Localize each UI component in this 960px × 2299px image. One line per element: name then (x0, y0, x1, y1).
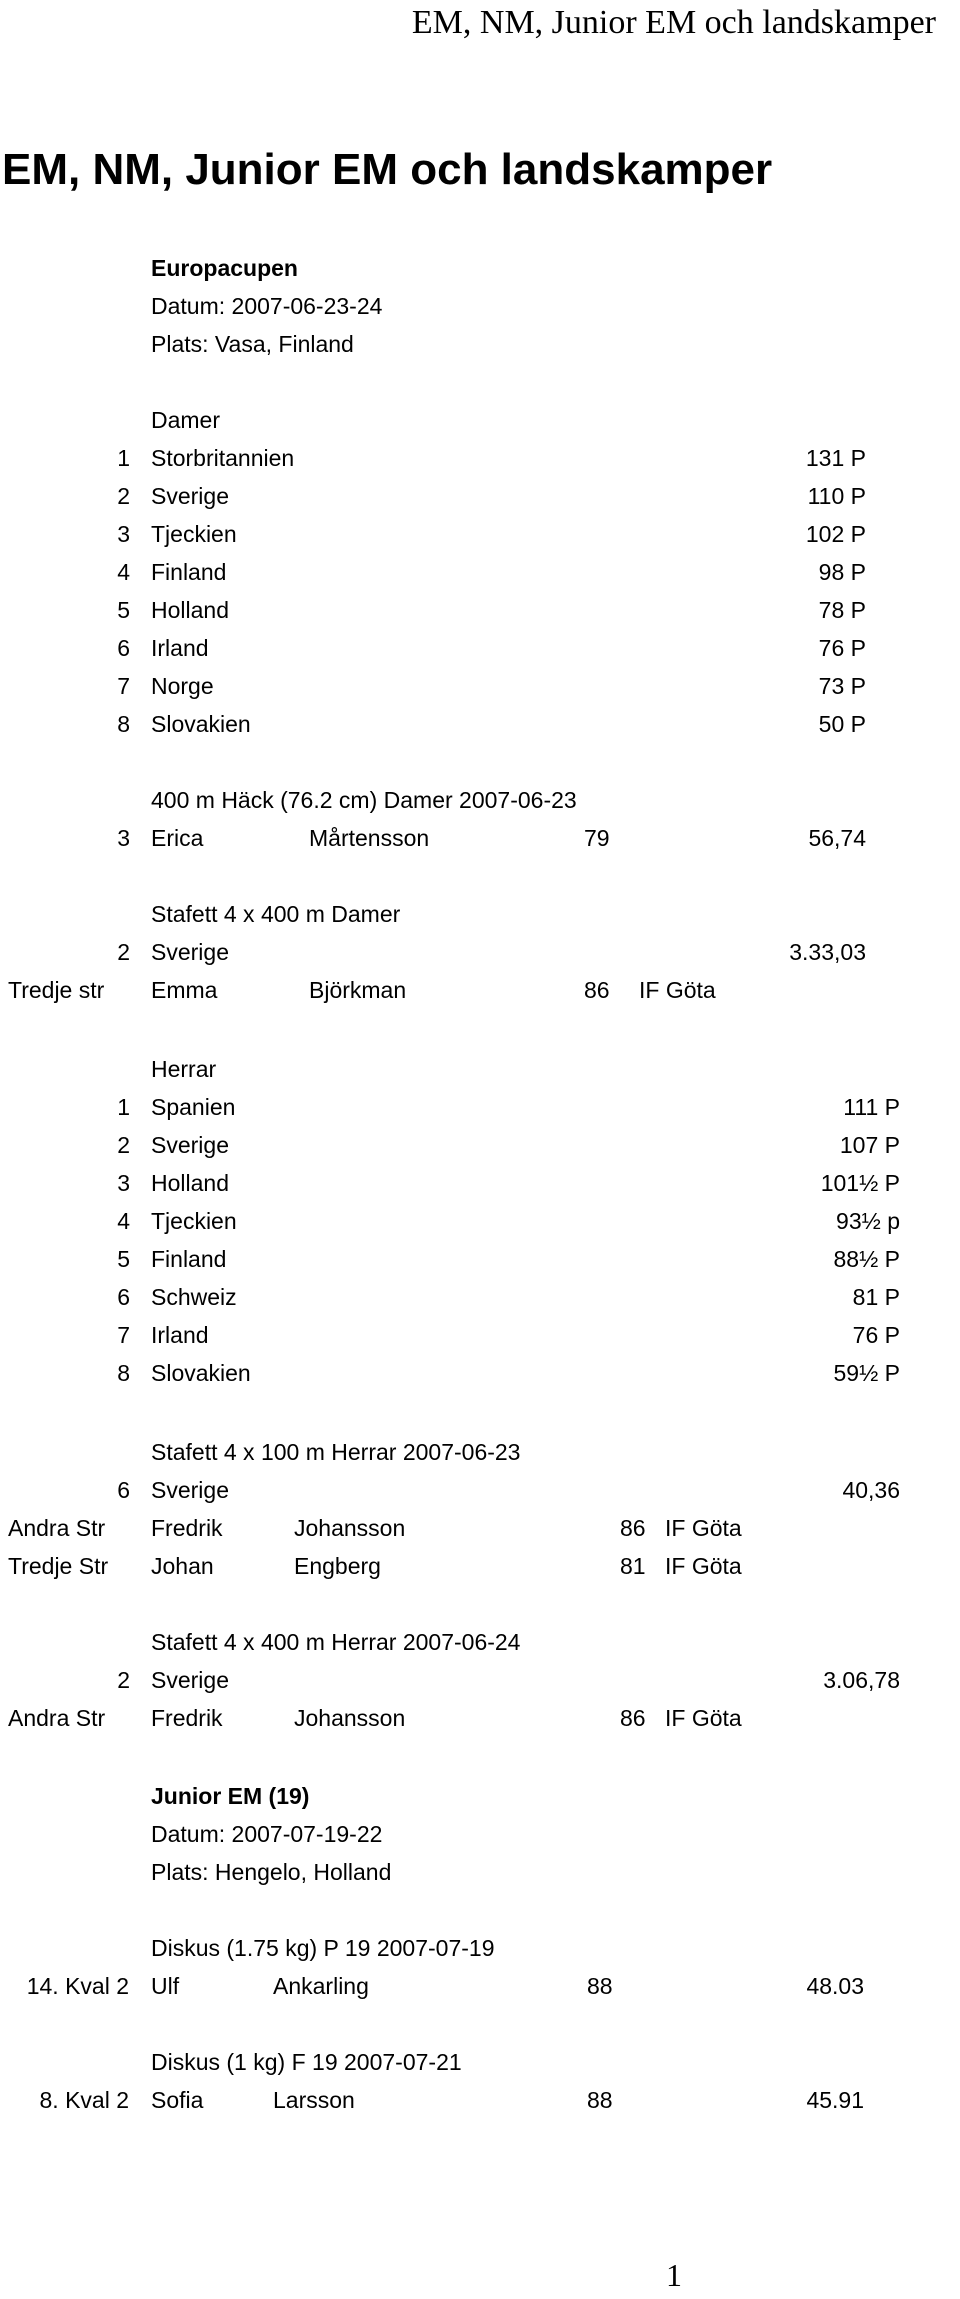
event-title-hack-damer: 400 m Häck (76.2 cm) Damer 2007-06-23 (151, 787, 577, 813)
rank: 3 (117, 1170, 130, 1196)
points: 76 P (852, 1322, 900, 1348)
placing: 2 (117, 1667, 130, 1693)
points: 107 P (839, 1132, 900, 1158)
athlete-last-name: Björkman (309, 977, 407, 1003)
rank: 3 (117, 521, 130, 547)
rank: 8 (117, 711, 130, 737)
rank: 4 (117, 559, 130, 585)
birth-year: 88 (587, 2087, 613, 2113)
team: Finland (151, 1246, 227, 1272)
rank: 2 (117, 483, 130, 509)
points: 93½ p (836, 1208, 900, 1234)
rank: 7 (117, 1322, 130, 1348)
athlete-first-name: Emma (151, 977, 218, 1003)
rank: 2 (117, 1132, 130, 1158)
points: 73 P (818, 673, 866, 699)
team: Sverige (151, 939, 229, 965)
event-title-stafett-100-herrar: Stafett 4 x 100 m Herrar 2007-06-23 (151, 1439, 521, 1465)
team: Finland (151, 559, 227, 585)
relay-leg: Andra Str (8, 1515, 106, 1541)
points: 102 P (805, 521, 866, 547)
rank: 6 (117, 1284, 130, 1310)
relay-leg: Tredje str (8, 977, 105, 1003)
points: 111 P (843, 1094, 900, 1120)
birth-year: 79 (584, 825, 610, 851)
damer-label: Damer (151, 407, 221, 433)
europacupen-datum: Datum: 2007-06-23-24 (151, 293, 383, 319)
result: 3.06,78 (823, 1667, 900, 1693)
europacupen-plats: Plats: Vasa, Finland (151, 331, 354, 357)
placing: 3 (117, 825, 130, 851)
team: Slovakien (151, 1360, 251, 1386)
rank: 1 (117, 1094, 130, 1120)
athlete-last-name: Ankarling (273, 1973, 369, 1999)
points: 101½ P (820, 1170, 900, 1196)
result: 56,74 (808, 825, 866, 851)
points: 88½ P (833, 1246, 900, 1272)
athlete-first-name: Fredrik (151, 1705, 223, 1731)
result: 3.33,03 (789, 939, 866, 965)
section-heading-europacupen: Europacupen (151, 255, 298, 281)
birth-year: 86 (584, 977, 610, 1003)
junior-em-plats: Plats: Hengelo, Holland (151, 1859, 392, 1885)
team: Sverige (151, 1132, 229, 1158)
event-title-diskus-p19: Diskus (1.75 kg) P 19 2007-07-19 (151, 1935, 495, 1961)
athlete-first-name: Ulf (151, 1973, 180, 1999)
athlete-last-name: Johansson (294, 1705, 406, 1731)
team: Slovakien (151, 711, 251, 737)
athlete-last-name: Engberg (294, 1553, 381, 1579)
team: Tjeckien (151, 1208, 237, 1234)
section-heading-junior-em: Junior EM (19) (151, 1783, 310, 1809)
rank: 6 (117, 635, 130, 661)
birth-year: 88 (587, 1973, 613, 1999)
relay-leg: Tredje Str (8, 1553, 109, 1579)
team: Sverige (151, 483, 229, 509)
team: Storbritannien (151, 445, 295, 471)
rank: 8 (117, 1360, 130, 1386)
page-title: EM, NM, Junior EM och landskamper (2, 145, 773, 194)
team: Sverige (151, 1477, 229, 1503)
points: 50 P (818, 711, 866, 737)
points: 81 P (852, 1284, 900, 1310)
athlete-first-name: Sofia (151, 2087, 204, 2113)
result: 48.03 (806, 1973, 864, 1999)
placing: 8. Kval 2 (39, 2087, 129, 2113)
herrar-label: Herrar (151, 1056, 217, 1082)
athlete-last-name: Larsson (273, 2087, 355, 2113)
points: 131 P (805, 445, 866, 471)
points: 59½ P (833, 1360, 900, 1386)
points: 76 P (818, 635, 866, 661)
placing: 2 (117, 939, 130, 965)
event-title-stafett-400-damer: Stafett 4 x 400 m Damer (151, 901, 401, 927)
points: 98 P (818, 559, 866, 585)
rank: 7 (117, 673, 130, 699)
placing: 6 (117, 1477, 130, 1503)
points: 78 P (818, 597, 866, 623)
team: Tjeckien (151, 521, 237, 547)
rank: 5 (117, 1246, 130, 1272)
page-number: 1 (666, 2257, 682, 2293)
club: IF Göta (665, 1553, 742, 1579)
club: IF Göta (639, 977, 716, 1003)
rank: 5 (117, 597, 130, 623)
club: IF Göta (665, 1705, 742, 1731)
event-title-stafett-400-herrar: Stafett 4 x 400 m Herrar 2007-06-24 (151, 1629, 521, 1655)
running-header: EM, NM, Junior EM och landskamper (411, 4, 936, 41)
team: Holland (151, 1170, 229, 1196)
points: 110 P (807, 483, 866, 509)
result: 45.91 (806, 2087, 864, 2113)
rank: 1 (117, 445, 130, 471)
team: Holland (151, 597, 229, 623)
birth-year: 86 (620, 1705, 646, 1731)
team: Irland (151, 1322, 209, 1348)
team: Irland (151, 635, 209, 661)
placing: 14. Kval 2 (26, 1973, 129, 1999)
rank: 4 (117, 1208, 130, 1234)
birth-year: 81 (620, 1553, 646, 1579)
athlete-first-name: Johan (151, 1553, 214, 1579)
team: Norge (151, 673, 214, 699)
club: IF Göta (665, 1515, 742, 1541)
event-title-diskus-f19: Diskus (1 kg) F 19 2007-07-21 (151, 2049, 462, 2075)
team: Spanien (151, 1094, 236, 1120)
athlete-last-name: Johansson (294, 1515, 406, 1541)
relay-leg: Andra Str (8, 1705, 106, 1731)
athlete-first-name: Fredrik (151, 1515, 223, 1541)
result: 40,36 (842, 1477, 900, 1503)
team: Schweiz (151, 1284, 237, 1310)
athlete-last-name: Mårtensson (309, 825, 430, 851)
junior-em-datum: Datum: 2007-07-19-22 (151, 1821, 383, 1847)
birth-year: 86 (620, 1515, 646, 1541)
athlete-first-name: Erica (151, 825, 204, 851)
team: Sverige (151, 1667, 229, 1693)
